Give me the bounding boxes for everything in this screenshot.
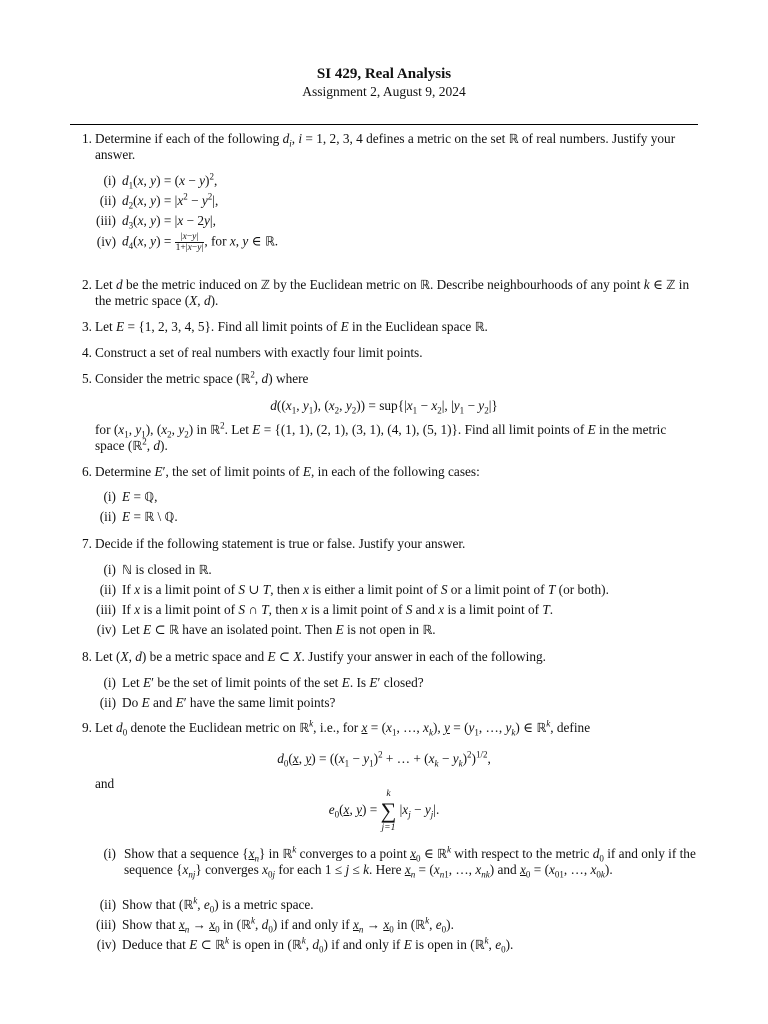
q1-part-iii: (iii) $d_3(x$, y) = |x − 2y|, — [96, 213, 216, 231]
question-9 — [70, 720, 698, 736]
q8-part-ii: (ii) Do E and E′ have the same limit points? — [99, 695, 336, 710]
header-rule — [70, 124, 698, 125]
q9-d0-formula: $d_0(x$, $y) = ((x_1 - y_1)^2$ + … + $(x_k - y_k)^2)^{1/2}$, — [277, 749, 491, 769]
q9-part-iii: (iii) Show that $x_n \to x_0$ in (ℝ$^k$, $d_0$) if and only if $x_n \to x_0$ in (ℝ$^k$, $e_0$). — [96, 915, 454, 935]
question-5 — [70, 371, 698, 387]
question-number: 4. — [82, 345, 92, 360]
q1-part-iv: (iv) $d_4(x$, y) = $\frac{|x-y|}{1+|x-y|}$ , for x, y ∈ ℝ. — [96, 232, 279, 253]
q7-part-i: (i) ℕ is closed in ℝ. — [103, 562, 212, 577]
q9-and: and — [95, 776, 115, 791]
q1-part-i: (i) $d_1(x$, $y) = (x - y)^2$, — [103, 171, 218, 191]
q7-part-iii: (iii) If x is a limit point of S ∩ T, then x is a limit point of S and x is a limit point of T. — [96, 602, 554, 617]
question-1 — [70, 131, 698, 163]
question-4 — [70, 345, 698, 361]
question-text: Let d be the metric induced on ℤ by the Euclidean metric on ℝ. Describe neighbourhoods of any point k ∈ ℤ in the metric space (X, d). — [95, 277, 690, 308]
q9-part-iv: (iv) Deduce that E ⊂ ℝ$^k$ is open in (ℝ$^k$, $d_0$) if and only if E is open in (ℝ$^k$, $e_0$). — [96, 935, 514, 955]
q8-part-i: (i) Let E′ be the set of limit points of the set E. Is E′ closed? — [103, 675, 424, 690]
question-number: 2. — [82, 277, 92, 292]
q9-e0-formula: $e_0(x$, y) = k ∑ j=1 $|x_j - y_j|$. — [328, 789, 440, 833]
question-7 — [70, 536, 698, 552]
question-text: Determine if each of the following $d_i$, i = 1, 2, 3, 4 defines a metric on the set ℝ of real numbers. Justify your answer. — [95, 131, 676, 162]
question-number: 1. — [82, 131, 92, 146]
question-text: Let $d_0$ denote the Euclidean metric on ℝ$^k$, i.e., for $x = (x_1$, …, $x_k$), $y = (y_1$, …, $y_k$) ∈ ℝ$^k$, define — [95, 718, 591, 738]
question-6 — [70, 464, 698, 480]
question-number: 9. — [82, 720, 92, 735]
question-8 — [70, 649, 698, 665]
q5-continuation: for ($x_1$, $y_1$), ($x_2$, $y_2$) in ℝ$^2$. Let E = {(1, 1), (2, 1), (3, 1), (4, 1), (5, 1)}. Find all limit points of E in the metric space (ℝ$^2$, d). — [95, 420, 667, 453]
question-text: Let (X, d) be a metric space and E ⊂ X. Justify your answer in each of the following. — [95, 649, 546, 664]
question-3 — [70, 319, 698, 335]
q9-part-ii: (ii) Show that (ℝ$^k$, $e_0$) is a metric space. — [99, 895, 314, 915]
question-text: Decide if the following statement is true or false. Justify your answer. — [95, 536, 466, 551]
question-number: 7. — [82, 536, 92, 551]
question-text: Consider the metric space (ℝ$^2$, d) where — [95, 369, 309, 386]
question-number: 6. — [82, 464, 92, 479]
q7-part-ii: (ii) If x is a limit point of S ∪ T, then x is either a limit point of S or a limit point of T (or both). — [99, 582, 609, 597]
q7-part-iv: (iv) Let E ⊂ ℝ have an isolated point. Then E is not open in ℝ. — [96, 622, 436, 637]
q5-metric-formula: $d((x_1$, $y_1$), ($x_2$, $y_2)) = sup\{|x_1 - x_2|$, $|y_1 - y_2|$} — [270, 398, 498, 416]
question-number: 5. — [82, 371, 92, 386]
q6-part-i: (i) E = ℚ, — [103, 489, 158, 504]
document-title: SI 429, Real Analysis — [316, 66, 452, 82]
question-number: 8. — [82, 649, 92, 664]
question-2 — [70, 277, 698, 309]
question-text: Let E = {1, 2, 3, 4, 5}. Find all limit points of E in the Euclidean space ℝ. — [95, 319, 488, 334]
q9-part-i: (i) Show that a sequence $\{x_n\}$ in ℝ$^k$ converges to a point $x_0$ ∈ ℝ$^k$ with respect to the metric $d_0$ if and only if the sequence $\{x_{nj}\}$ converges $x_{0j}$ for each 1 ≤ j ≤ k. Here $x_n = (x_{n1}$, …, $x_{nk}$) and $x_0 = (x_{01}$, …, $x_{0k}$). — [103, 844, 696, 880]
q6-part-ii: (ii) E = ℝ \ ℚ. — [99, 509, 178, 524]
q1-part-ii: (ii) $d_2(x$, $y) = |x^2 - y^2|$, — [99, 191, 219, 211]
question-text: Construct a set of real numbers with exactly four limit points. — [95, 345, 423, 360]
document-subtitle: Assignment 2, August 9, 2024 — [302, 84, 466, 99]
question-number: 3. — [82, 319, 92, 334]
question-text: Determine E′, the set of limit points of E, in each of the following cases: — [95, 464, 480, 479]
